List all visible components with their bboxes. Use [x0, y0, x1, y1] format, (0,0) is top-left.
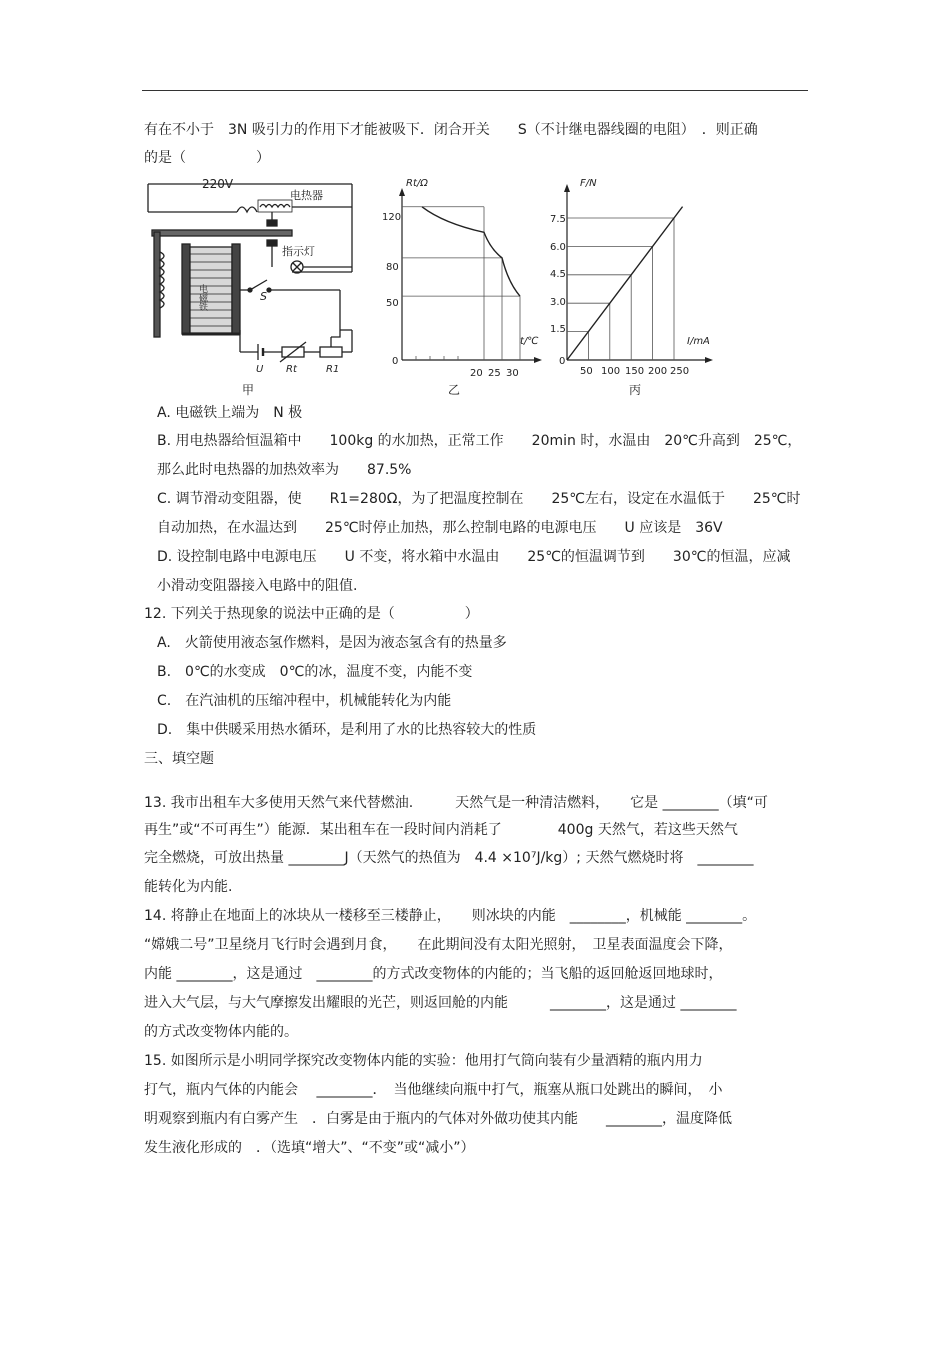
question-12-stem: 12. 下列关于热现象的说法中正确的是（ ）	[144, 606, 479, 622]
rheostat-r1	[320, 347, 342, 357]
switch-label: S	[260, 290, 267, 303]
chart-f-ytick-1.5: 1.5	[550, 324, 566, 335]
question-14-line1: 14. 将静止在地面上的冰块从一楼移至三楼静止， 则冰块的内能 ________，机械能 ________。	[144, 908, 757, 924]
question-14-line3: 内能 ________，这是通过 ________的方式改变物体的内能的；当飞船的返回舱返回地球时，	[144, 966, 723, 982]
chart-rt-xtick-20: 20	[470, 368, 483, 379]
pivot-bar	[154, 232, 160, 337]
question-14-line2: “嫦娥二号”卫星绕月飞行时会遇到月食， 在此期间没有太阳光照射， 卫星表面温度会下降，	[144, 937, 733, 953]
chart-f-xlabel: I/mA	[687, 336, 710, 347]
electromagnet-core-right	[232, 244, 240, 334]
option-b-line1: B. 用电热器给恒温箱中 100kg 的水加热，正常工作 20min 时，水温由 20℃升高到 25℃，	[157, 433, 802, 449]
chart-f-xtick-50: 50	[580, 366, 593, 377]
chart-rt-ytick-0: 0	[392, 356, 399, 367]
option-c-line2: 自动加热，在水温达到 25℃时停止加热，那么控制电路的电源电压 U 应该是 36V	[157, 520, 723, 536]
question-15-line2: 打气，瓶内气体的内能会 ________． 当他继续向瓶中打气，瓶塞从瓶口处跳出的瞬间， 小	[144, 1082, 723, 1098]
caption-yi: 乙	[448, 383, 461, 397]
caption-bing: 丙	[629, 383, 642, 397]
chart-f-ytick-6.0: 6.0	[550, 242, 566, 253]
contact-upper	[267, 220, 277, 226]
caption-jia: 甲	[242, 383, 255, 397]
question-13-line3: 完全燃烧，可放出热量 ________J（天然气的热值为 4.4 ×10⁷J/kg）; 天然气燃烧时将 ________	[144, 850, 754, 866]
question-12-option-a: A. 火箭使用液态氢作燃料，是因为液态氢含有的热量多	[157, 635, 507, 651]
chart-f-xtick-250: 250	[670, 366, 690, 377]
question-12-option-b: B. 0℃的水变成 0℃的冰，温度不变，内能不变	[157, 664, 473, 680]
chart-f-ytick-0: 0	[559, 356, 566, 367]
chart-rt-ytick-50: 50	[386, 298, 399, 309]
chart-f-line	[567, 207, 683, 360]
lamp-label: 指示灯	[282, 245, 315, 258]
question-11-stem-line1: 有在不小于 3N 吸引力的作用下才能被吸下．闭合开关 S（不计继电器线圈的电阻） ．则正确	[144, 122, 758, 138]
contact-lower	[267, 240, 277, 246]
circuit-diagram	[148, 184, 352, 362]
heater-element	[260, 205, 290, 208]
armature	[152, 230, 292, 236]
chart-f-xtick-150: 150	[625, 366, 645, 377]
chart-rt-xtick-30: 30	[506, 368, 519, 379]
chart-f-ytick-4.5: 4.5	[550, 269, 566, 280]
chart-rt-xlabel: t/℃	[520, 336, 539, 347]
question-13-line1: 13. 我市出租车大多使用天然气来代替燃油. 天然气是一种清洁燃料， 它是 ________（填“可	[144, 795, 768, 811]
chart-rt-ylabel: Rt/Ω	[406, 178, 428, 189]
chart-rt-ytick-80: 80	[386, 262, 399, 273]
rt-label: Rt	[286, 364, 297, 375]
section-heading-fill-blank: 三、填空题	[144, 751, 214, 767]
electromagnet-core-left	[182, 244, 190, 334]
option-d-line2: 小滑动变阻器接入电路中的阻值.	[157, 578, 358, 594]
switch-blade	[250, 280, 267, 290]
source-220v-label: 220V	[202, 177, 234, 191]
spring	[237, 207, 257, 212]
question-13-line4: 能转化为内能.	[144, 879, 233, 895]
question-12-option-c: C. 在汽油机的压缩冲程中，机械能转化为内能	[157, 693, 452, 709]
option-b-line2: 那么此时电热器的加热效率为 87.5%	[157, 462, 412, 478]
chart-rt-ytick-120: 120	[382, 212, 402, 223]
top-rule	[142, 90, 808, 91]
electromagnet-label: 电磁铁	[197, 284, 207, 311]
chart-rt-curve	[422, 207, 520, 296]
option-c-line1: C. 调节滑动变阻器，使 R1=280Ω，为了把温度控制在 25℃左右，设定在水温低于 25℃时	[157, 491, 801, 507]
figure-circuit-and-graphs	[142, 172, 717, 400]
question-12-option-d: D. 集中供暖采用热水循环，是利用了水的比热容较大的性质	[157, 722, 537, 738]
chart-f-xtick-100: 100	[601, 366, 621, 377]
chart-rt-vs-t	[382, 178, 542, 397]
question-13-line2: 再生”或“不可再生”）能源．某出租车在一段时间内消耗了 400g 天然气，若这些天然气	[144, 822, 738, 838]
r1-label: R1	[326, 364, 340, 375]
question-15-line3: 明观察到瓶内有白雾产生 ．白雾是由于瓶内的气体对外做功使其内能 ________，温度降低	[144, 1111, 732, 1127]
chart-f-ylabel: F/N	[580, 178, 597, 189]
chart-f-ytick-7.5: 7.5	[550, 214, 566, 225]
question-14-line5: 的方式改变物体内能的。	[144, 1024, 298, 1040]
chart-rt-xtick-25: 25	[488, 368, 501, 379]
source-u-label: U	[256, 364, 264, 375]
question-15-line1: 15. 如图所示是小明同学探究改变物体内能的实验：他用打气筒向装有少量酒精的瓶内用力	[144, 1053, 703, 1069]
chart-f-vs-i	[550, 178, 713, 397]
chart-f-ytick-3.0: 3.0	[550, 297, 566, 308]
question-14-line4: 进入大气层，与大气摩擦发出耀眼的光芒，则返回舱的内能 ________，这是通过 ________	[144, 995, 737, 1011]
heater-box	[258, 200, 292, 212]
chart-f-xtick-200: 200	[648, 366, 668, 377]
option-d-line1: D. 设控制电路中电源电压 U 不变，将水箱中水温由 25℃的恒温调节到 30℃的恒温，应减	[157, 549, 791, 565]
question-11-stem-line2: 的是（ ）	[144, 150, 270, 166]
heater-label: 电热器	[290, 189, 323, 202]
question-15-line4: 发生液化形成的 ．（选填“增大”、“不变”或“减小”）	[144, 1140, 475, 1156]
option-a: A. 电磁铁上端为 N 极	[157, 405, 303, 421]
